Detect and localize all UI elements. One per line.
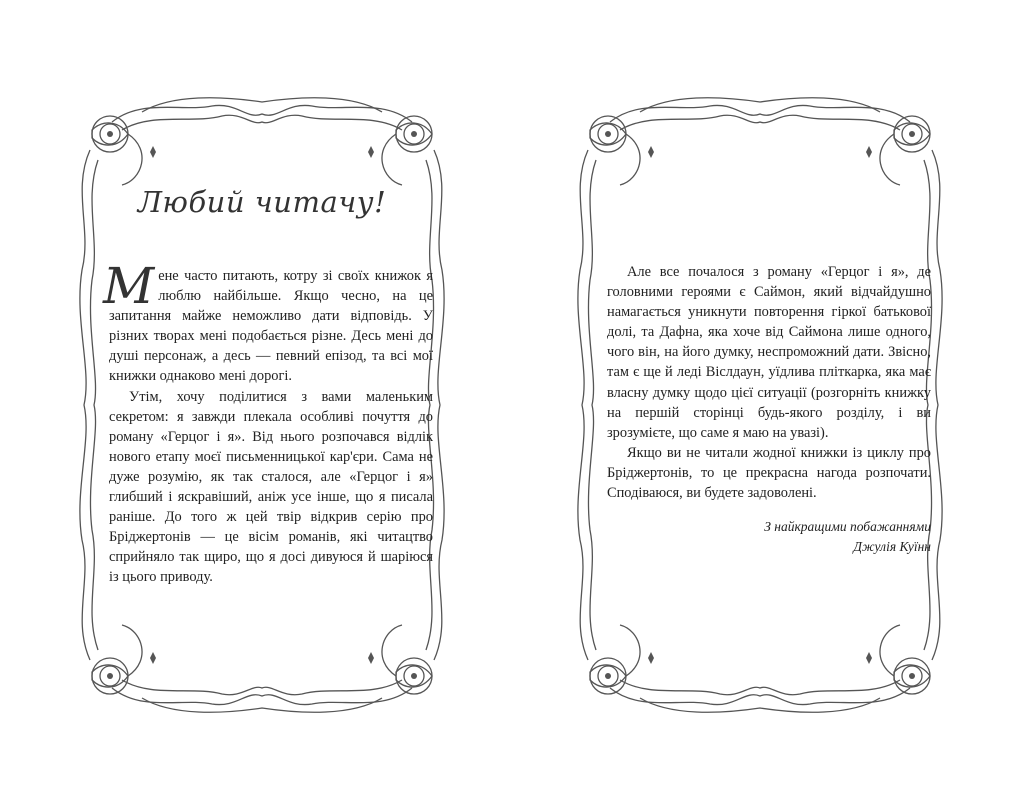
paragraph-3: Але все почалося з роману «Герцог і я», де головними героями є Саймон, який відчайдушно намагається уникнути повторення гіркої батькової долі, та Дафна, яка хоче від Саймона лише одного, чого він, на його думку, неспроможний дати. Звісно, там є ще й леді Віслдаун, уїдлива пліткарка, яка має власну думку щодо цієї ситуації (розгорніть книжку на першій сторінці будь-якого розділу, і ви зрозумієте, що саме я маю на увазі).: [607, 264, 931, 441]
paragraph-2: Утім, хочу поділитися з вами маленьким секретом: я завжди плекала особливі почуття до роману «Герцог і я». Від нього розпочався відлік нового етапу моєї письменницької кар'єри. Сама не дуже розумію, як так сталося, але «Герцог і я» глибший і яскравіший, аніж усе інше, що я писала раніше. До того ж цей твір відкрив серію про Бріджертонів — це вісім романів, які читацтво сприйняло так щиро, що я досі дивуюся й шаріюся із цього приводу.: [109, 388, 433, 586]
signature: Джулія Куїнн: [853, 539, 931, 555]
drop-cap: М: [103, 257, 155, 315]
paragraph-4: Якщо ви не читали жодної книжки із циклу про Бріджертонів, то це прекрасна нагода розпочати. Сподіваюся, ви будете задоволені.: [607, 444, 931, 502]
letter-body-right: [607, 262, 931, 557]
paragraph-1: [103, 257, 433, 387]
letter-body-left: [103, 257, 433, 588]
right-page: [560, 90, 960, 720]
signoff-block: [607, 517, 931, 557]
signoff-line: З найкращими побажаннями: [764, 519, 931, 535]
page-heading: Любий читачу!: [137, 185, 387, 219]
left-page: [62, 90, 462, 720]
paragraph-1-text: ене часто питають, котру зі своїх книжок я люблю найбільше. Якщо чесно, на це запитання майже неможливо дати відповідь. У різних творах мені подобається різне. Десь мені до душі персонаж, а десь — певний епізод, та всі мої книжки однаково мені дорогі.: [109, 268, 433, 385]
